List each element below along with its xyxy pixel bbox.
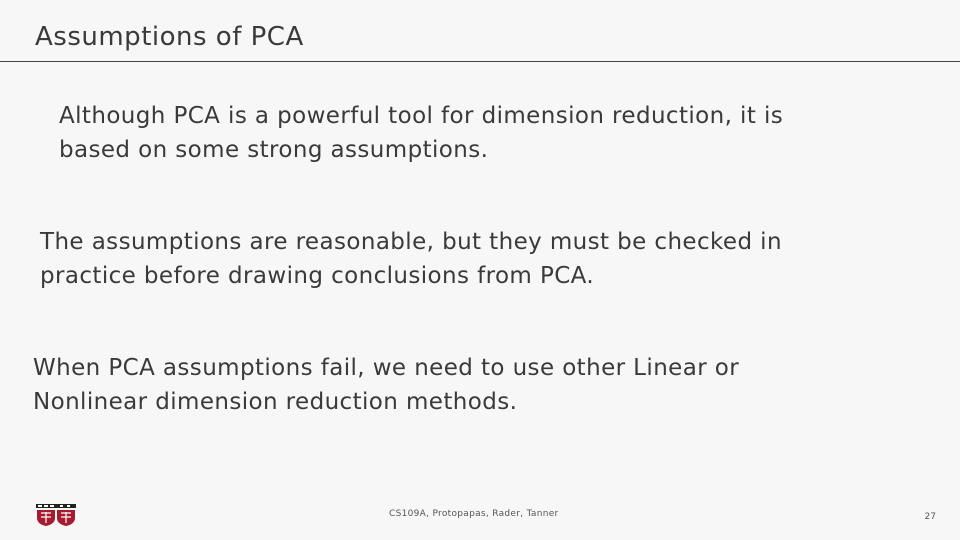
paragraph-2-line-1: The assumptions are reasonable, but they must be checked in: [40, 229, 782, 255]
page-number: 27: [924, 512, 936, 522]
paragraph-2: [40, 225, 782, 293]
paragraph-3-line-1: When PCA assumptions fail, we need to use other Linear or: [33, 355, 740, 381]
paragraph-1: [59, 99, 783, 167]
harvard-shields-logo: [36, 503, 76, 527]
paragraph-1-line-1: Although PCA is a powerful tool for dimension reduction, it is: [59, 103, 784, 129]
slide-title: Assumptions of PCA: [35, 22, 304, 52]
footer-course-credit: CS109A, Protopapas, Rader, Tanner: [389, 509, 559, 519]
title-divider: [0, 61, 960, 62]
paragraph-3-line-2: Nonlinear dimension reduction methods.: [33, 389, 518, 415]
paragraph-2-line-2: practice before drawing conclusions from PCA.: [40, 263, 595, 289]
paragraph-3: [33, 351, 739, 419]
paragraph-1-line-2: based on some strong assumptions.: [59, 137, 489, 163]
